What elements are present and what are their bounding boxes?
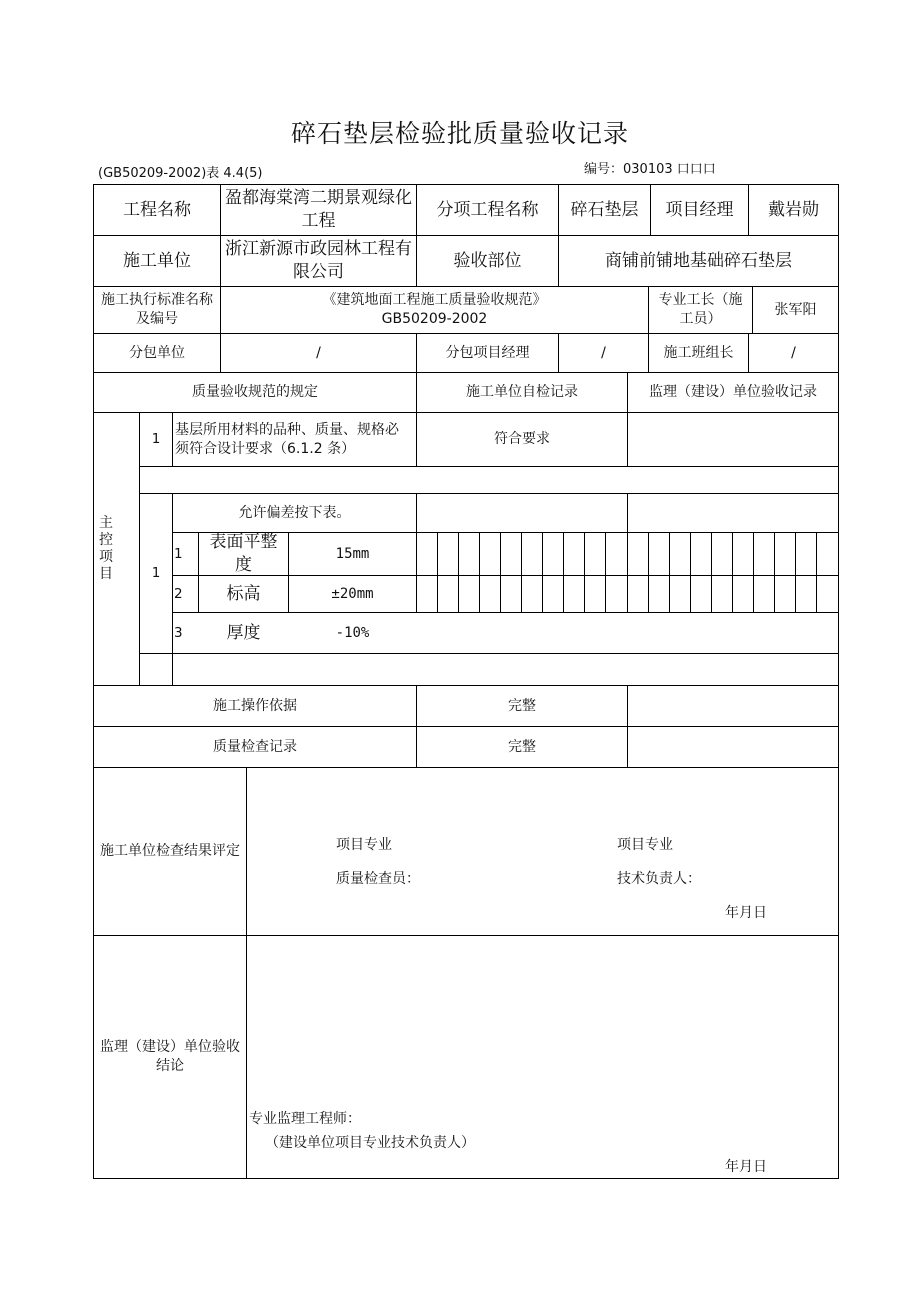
tech-line2: 技术负责人： xyxy=(617,871,701,887)
inspector-line1: 项目专业 xyxy=(336,837,392,853)
row3-value: -10% xyxy=(335,624,370,641)
quality-record-label: 质量检查记录 xyxy=(213,738,297,755)
row3-number: 3 xyxy=(174,624,183,641)
operation-basis-value: 完整 xyxy=(508,697,536,714)
project-name-value: 盈都海棠湾二期景观绿化工程 xyxy=(225,188,412,231)
quality-record-value: 完整 xyxy=(508,738,536,755)
spec-column-header: 质量验收规范的规定 xyxy=(192,384,318,401)
tolerance-title: 允许偏差按下表。 xyxy=(238,504,351,521)
exec-standard-code: GB50209-2002 xyxy=(381,311,488,327)
inspector-line2: 质量检查员： xyxy=(336,871,420,887)
contractor-eval-label: 施工单位检查结果评定 xyxy=(100,843,240,860)
tech-line1: 项目专业 xyxy=(617,837,673,853)
project-name-label: 工程名称 xyxy=(123,199,191,220)
supervision-eval-label: 监理（建设）单位验收结论 xyxy=(100,1039,240,1074)
row2-value: ±20mm xyxy=(331,585,374,602)
sub-project-value: 碎石垫层 xyxy=(570,199,639,220)
pm-value: 戴岩勋 xyxy=(768,199,819,220)
page-title: 碎石垫层检验批质量验收记录 xyxy=(290,119,629,148)
row3-name: 厚度 xyxy=(226,622,261,643)
acceptance-part-label: 验收部位 xyxy=(453,250,522,271)
sub-pm-label: 分包项目经理 xyxy=(445,344,530,361)
operation-basis-label: 施工操作依据 xyxy=(213,697,297,714)
supervision-engineer: 专业监理工程师： xyxy=(249,1111,361,1127)
exec-standard-name: 《建筑地面工程施工质量验收规范》 xyxy=(322,292,547,309)
team-leader-label: 施工班组长 xyxy=(663,344,734,361)
exec-standard-label: 施工执行标准名称及编号 xyxy=(101,292,213,327)
item1-text: 基层所用材料的品种、质量、规格必须符合设计要求（6.1.2 条） xyxy=(175,421,399,457)
contractor-eval-date: 年月日 xyxy=(725,905,767,921)
main-items-label xyxy=(94,413,118,685)
exec-standard-value xyxy=(221,287,648,333)
team-leader-value: / xyxy=(791,344,796,361)
self-check-column-header: 施工单位自检记录 xyxy=(466,384,578,401)
contractor-value: 浙江新源市政园林工程有限公司 xyxy=(225,239,412,282)
foreman-value: 张军阳 xyxy=(774,301,817,318)
foreman-label: 专业工长（施工员） xyxy=(658,292,743,327)
item1-number: 1 xyxy=(151,431,161,448)
acceptance-part-value: 商铺前铺地基础碎石垫层 xyxy=(605,250,792,271)
item2-number: 1 xyxy=(151,565,161,582)
item1-result: 符合要求 xyxy=(494,431,550,448)
subcontractor-label: 分包单位 xyxy=(129,344,185,361)
row1-number: 1 xyxy=(174,545,183,562)
row1-name: 表面平整度 xyxy=(209,532,278,575)
supervision-column-header: 监理（建设）单位验收记录 xyxy=(649,384,817,401)
main-items-label-text: 主控项目 xyxy=(99,515,113,582)
row1-value: 15mm xyxy=(335,545,370,562)
row2-number: 2 xyxy=(174,585,183,602)
supervision-eval-date: 年月日 xyxy=(725,1159,767,1175)
form-number: 编号：030103 口口口 xyxy=(584,162,716,177)
subcontractor-value: / xyxy=(316,344,321,361)
pm-label: 项目经理 xyxy=(665,199,734,220)
contractor-label: 施工单位 xyxy=(123,250,191,271)
row2-name: 标高 xyxy=(226,583,261,604)
owner-representative: （建设单位项目专业技术负责人） xyxy=(265,1135,475,1151)
sub-pm-value: / xyxy=(601,344,606,361)
sub-project-label: 分项工程名称 xyxy=(436,199,539,220)
standard-reference: (GB50209-2002)表 4.4(5) xyxy=(98,166,263,181)
